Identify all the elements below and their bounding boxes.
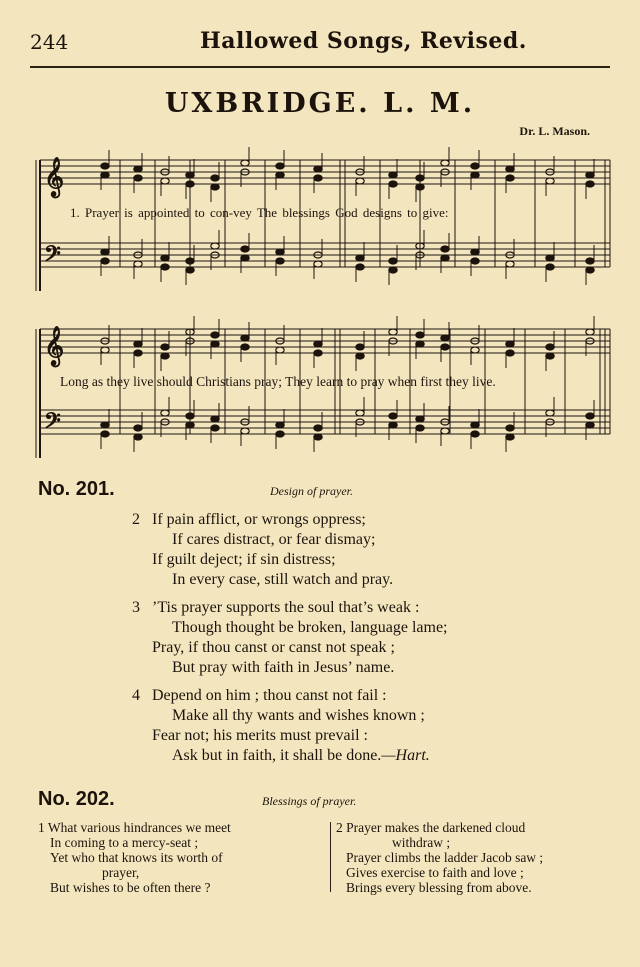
note-head: [471, 163, 479, 169]
note-head: [276, 347, 284, 353]
note-head: [134, 261, 142, 267]
verse-line: 1 What various hindrances we meet: [38, 820, 231, 835]
note-head: [546, 255, 554, 261]
note-head: [161, 178, 169, 184]
verse-line: Yet who that knows its worth of: [50, 850, 223, 865]
note-head: [416, 416, 424, 422]
note-head: [211, 341, 219, 347]
note-head: [356, 264, 364, 270]
note-head: [546, 353, 554, 359]
note-head: [356, 178, 364, 184]
note-head: [471, 422, 479, 428]
composer: Dr. L. Mason.: [519, 124, 590, 138]
note-head: [241, 255, 249, 261]
note-head: [389, 267, 397, 273]
note-head: [186, 181, 194, 187]
note-head: [586, 422, 594, 428]
verse-line: Prayer climbs the ladder Jacob saw ;: [346, 850, 544, 865]
note-head: [161, 264, 169, 270]
note-head: [314, 341, 322, 347]
note-head: [389, 258, 397, 264]
verse-line: Ask but in faith, it shall be done.: [172, 747, 382, 764]
note-head: [241, 335, 249, 341]
note-head: [161, 344, 169, 350]
note-head: [546, 410, 554, 416]
note-head: [506, 261, 514, 267]
note-head: [134, 350, 142, 356]
note-head: [276, 163, 284, 169]
note-head: [134, 175, 142, 181]
verse-line: Gives exercise to faith and love ;: [346, 865, 524, 880]
hymn-201-subtitle: Design of prayer.: [270, 484, 353, 498]
tune-title: UXBRIDGE. L. M.: [164, 88, 476, 119]
note-head: [314, 175, 322, 181]
note-head: [416, 184, 424, 190]
note-head: [276, 249, 284, 255]
note-head: [506, 166, 514, 172]
note-head: [506, 434, 514, 440]
music-score: [0, 0, 640, 470]
note-head: [441, 160, 449, 166]
note-head: [211, 416, 219, 422]
note-head: [101, 258, 109, 264]
verse-line: If pain afflict, or wrongs oppress;: [152, 511, 366, 528]
note-head: [356, 410, 364, 416]
note-head: [186, 413, 194, 419]
note-head: [586, 329, 594, 335]
note-head: [471, 431, 479, 437]
note-head: [161, 410, 169, 416]
note-head: [586, 172, 594, 178]
note-head: [416, 175, 424, 181]
note-head: [586, 181, 594, 187]
note-head: [186, 422, 194, 428]
note-head: [314, 434, 322, 440]
note-head: [389, 422, 397, 428]
stanza-number: 3: [132, 599, 140, 616]
verse-line: But wishes to be often there ?: [50, 880, 211, 895]
note-head: [101, 431, 109, 437]
note-head: [211, 243, 219, 249]
note-head: [241, 428, 249, 434]
verse-line: Make all thy wants and wishes known ;: [172, 707, 425, 724]
verse-line: Pray, if thou canst or canst not speak ;: [152, 639, 395, 656]
note-head: [314, 425, 322, 431]
verse-line: Depend on him ; thou canst not fail :: [152, 687, 387, 704]
note-head: [101, 172, 109, 178]
treble-clef: 𝄞: [44, 157, 65, 197]
note-head: [134, 166, 142, 172]
note-head: [546, 178, 554, 184]
note-head: [471, 249, 479, 255]
note-head: [186, 172, 194, 178]
note-head: [506, 350, 514, 356]
stanza-4: [132, 686, 430, 766]
note-head: [471, 172, 479, 178]
note-head: [586, 267, 594, 273]
note-head: [211, 184, 219, 190]
treble-clef: 𝄞: [44, 326, 65, 366]
note-head: [276, 258, 284, 264]
stanza-number: 4: [132, 687, 140, 704]
verse-line: If cares distract, or fear dismay;: [172, 531, 376, 548]
note-head: [134, 434, 142, 440]
note-head: [506, 425, 514, 431]
note-head: [441, 344, 449, 350]
note-head: [389, 329, 397, 335]
note-head: [356, 255, 364, 261]
note-head: [416, 332, 424, 338]
note-head: [101, 249, 109, 255]
note-head: [441, 255, 449, 261]
verse-line: prayer,: [102, 865, 140, 880]
note-head: [356, 353, 364, 359]
note-head: [389, 181, 397, 187]
note-head: [586, 413, 594, 419]
bass-clef: 𝄢: [44, 242, 61, 272]
verse-line: But pray with faith in Jesus’ name.: [172, 659, 395, 676]
note-head: [241, 344, 249, 350]
hymn-201-number: No. 201.: [38, 478, 115, 500]
note-head: [241, 246, 249, 252]
note-head: [211, 332, 219, 338]
verse-line: In every case, still watch and pray.: [172, 571, 394, 588]
note-head: [441, 246, 449, 252]
verse-line: Fear not; his merits must prevail :: [152, 727, 368, 744]
note-head: [276, 422, 284, 428]
note-head: [276, 431, 284, 437]
verse-line: ’Tis prayer supports the soul that’s weak :: [152, 599, 420, 616]
note-head: [211, 175, 219, 181]
note-head: [416, 425, 424, 431]
page-number: 244: [30, 30, 69, 54]
note-head: [314, 261, 322, 267]
note-head: [161, 255, 169, 261]
note-head: [389, 413, 397, 419]
note-head: [356, 344, 364, 350]
note-head: [211, 425, 219, 431]
note-head: [441, 428, 449, 434]
lyric-line-1: 1. Prayer is appointed to con-vey The blessings God designs to give:: [70, 205, 449, 220]
hymn-202-right-column: [336, 820, 616, 895]
hymn-202-number: No. 202.: [38, 788, 115, 810]
lyric-line-2: Long as they live should Christians pray; They learn to pray when first they live.: [60, 374, 496, 389]
stanza-3: [132, 598, 447, 678]
verse-line: withdraw ;: [392, 835, 451, 850]
verse-line: 2 Prayer makes the darkened cloud: [336, 820, 526, 835]
note-head: [186, 267, 194, 273]
verse-line: Though thought be broken, language lame;: [172, 619, 448, 636]
note-head: [134, 341, 142, 347]
verse-line: Brings every blessing from above.: [346, 880, 532, 895]
note-head: [101, 422, 109, 428]
verse-line: In coming to a mercy-seat ;: [50, 835, 199, 850]
note-head: [241, 160, 249, 166]
author-attribution: —Hart.: [381, 747, 430, 764]
note-head: [186, 258, 194, 264]
note-head: [441, 335, 449, 341]
note-head: [506, 175, 514, 181]
note-head: [101, 163, 109, 169]
note-head: [546, 344, 554, 350]
hymn-202-left-column: [38, 820, 328, 895]
note-head: [416, 341, 424, 347]
stanza-number: 2: [132, 511, 140, 528]
running-title: Hallowed Songs, Revised.: [200, 28, 527, 54]
column-divider: [330, 822, 331, 892]
note-head: [161, 353, 169, 359]
note-head: [586, 258, 594, 264]
hymn-202-subtitle: Blessings of prayer.: [262, 794, 357, 808]
verse-line: If guilt deject; if sin distress;: [152, 551, 336, 568]
note-head: [471, 258, 479, 264]
note-head: [546, 264, 554, 270]
note-head: [101, 347, 109, 353]
note-head: [471, 347, 479, 353]
stanza-2: [132, 510, 393, 590]
note-head: [134, 425, 142, 431]
note-head: [276, 172, 284, 178]
note-head: [314, 350, 322, 356]
bass-clef: 𝄢: [44, 409, 61, 439]
note-head: [506, 341, 514, 347]
note-head: [389, 172, 397, 178]
note-head: [314, 166, 322, 172]
